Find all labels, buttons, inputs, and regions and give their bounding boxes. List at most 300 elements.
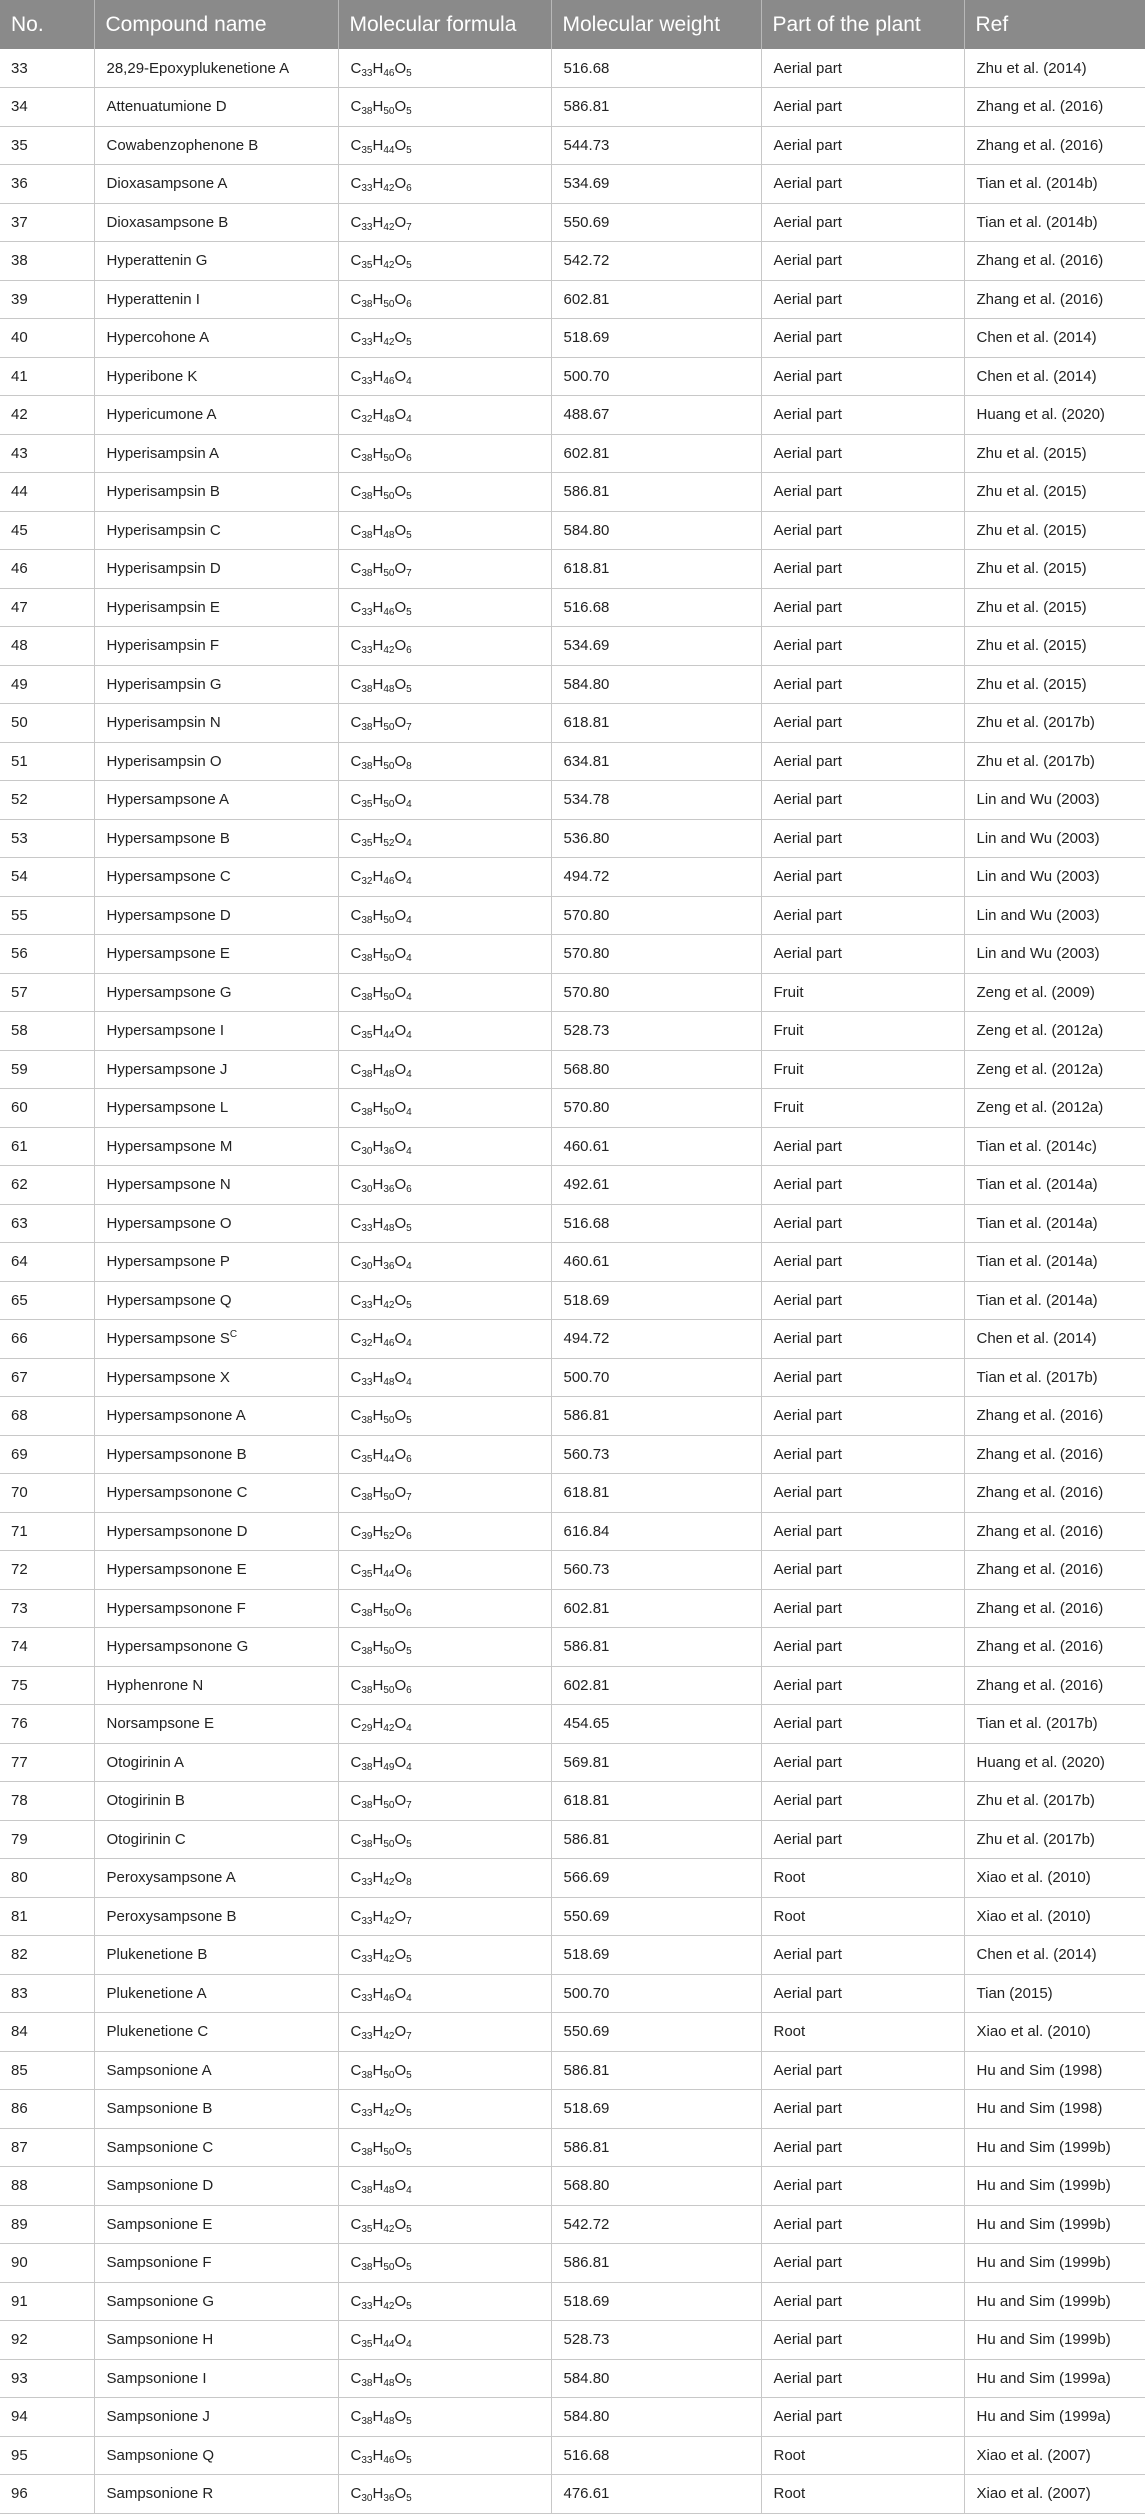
cell-compound-name — [94, 1012, 338, 1051]
formula-count: 42 — [383, 2031, 395, 2043]
formula-element: H — [372, 1176, 384, 1194]
cell-molecular-formula — [338, 280, 551, 319]
cell-plant-part: Aerial part — [761, 2244, 964, 2283]
formula-element: C — [350, 2100, 362, 2118]
cell-no: 62 — [0, 1166, 94, 1205]
formula-count: 50 — [383, 1838, 395, 1850]
formula-count: 4 — [406, 991, 412, 1003]
formula-element: O — [394, 367, 407, 385]
cell-compound-name — [94, 2244, 338, 2283]
cell-ref: Zhang et al. (2016) — [964, 88, 1145, 127]
cell-compound-name — [94, 704, 338, 743]
formula-count: 38 — [361, 1492, 373, 1504]
cell-plant-part: Aerial part — [761, 1628, 964, 1667]
formula-count: 38 — [361, 760, 373, 772]
formula-element: H — [372, 829, 384, 847]
table-row — [0, 2475, 1145, 2514]
formula-element: H — [372, 1253, 384, 1271]
formula-count: 38 — [361, 298, 373, 310]
cell-no: 45 — [0, 511, 94, 550]
cell-molecular-formula — [338, 49, 551, 88]
table-row — [0, 2167, 1145, 2206]
cell-plant-part: Aerial part — [761, 588, 964, 627]
cell-molecular-formula — [338, 704, 551, 743]
compound-name-text: Sampsonione R — [106, 2485, 214, 2503]
table-row — [0, 2321, 1145, 2360]
formula-count: 50 — [383, 106, 395, 118]
compound-name-text: Hyperisampsin O — [106, 752, 222, 770]
formula-count: 30 — [361, 1184, 373, 1196]
compound-name-text: Hypersampsone S — [106, 1330, 230, 1348]
cell-molecular-formula — [338, 1974, 551, 2013]
formula-count: 5 — [406, 1954, 412, 1966]
cell-no: 36 — [0, 165, 94, 204]
formula-element: H — [372, 406, 384, 424]
formula-count: 44 — [383, 2339, 395, 2351]
formula-count: 33 — [361, 1877, 373, 1889]
formula-count: 4 — [406, 1376, 412, 1388]
formula-count: 46 — [383, 1338, 395, 1350]
formula-count: 5 — [406, 1646, 412, 1658]
formula-element: O — [394, 1599, 407, 1617]
cell-molecular-weight: 584.80 — [551, 2359, 761, 2398]
formula-count: 6 — [406, 298, 412, 310]
formula-count: 33 — [361, 2300, 373, 2312]
compound-name-text: Hypersampsone C — [106, 868, 231, 886]
cell-no: 53 — [0, 819, 94, 858]
formula-count: 50 — [383, 1800, 395, 1812]
cell-ref: Zhu et al. (2015) — [964, 665, 1145, 704]
cell-no: 49 — [0, 665, 94, 704]
table-row — [0, 2282, 1145, 2321]
formula-count: 6 — [406, 645, 412, 657]
formula-element: C — [350, 2408, 362, 2426]
cell-no: 59 — [0, 1050, 94, 1089]
cell-compound-name — [94, 1936, 338, 1975]
formula-count: 48 — [383, 529, 395, 541]
formula-element: C — [350, 175, 362, 193]
formula-element: C — [350, 1715, 362, 1733]
cell-plant-part: Aerial part — [761, 1705, 964, 1744]
cell-ref: Hu and Sim (1999b) — [964, 2244, 1145, 2283]
formula-count: 33 — [361, 1376, 373, 1388]
cell-plant-part: Aerial part — [761, 1974, 964, 2013]
formula-element: C — [350, 868, 362, 886]
cell-molecular-formula — [338, 1397, 551, 1436]
cell-molecular-formula — [338, 434, 551, 473]
cell-ref: Zhu et al. (2017b) — [964, 1820, 1145, 1859]
formula-count: 38 — [361, 1107, 373, 1119]
formula-element: O — [394, 1099, 407, 1117]
cell-compound-name — [94, 1050, 338, 1089]
formula-element: O — [394, 483, 407, 501]
cell-compound-name — [94, 1281, 338, 1320]
cell-molecular-formula — [338, 588, 551, 627]
formula-element: C — [350, 983, 362, 1001]
cell-no: 88 — [0, 2167, 94, 2206]
table-row — [0, 896, 1145, 935]
cell-molecular-formula — [338, 2282, 551, 2321]
cell-no: 77 — [0, 1743, 94, 1782]
formula-count: 48 — [383, 683, 395, 695]
cell-ref: Zhang et al. (2016) — [964, 1628, 1145, 1667]
table-row — [0, 2013, 1145, 2052]
cell-no: 54 — [0, 858, 94, 897]
cell-ref: Xiao et al. (2010) — [964, 2013, 1145, 2052]
table-row — [0, 1974, 1145, 2013]
cell-plant-part: Aerial part — [761, 511, 964, 550]
cell-molecular-formula — [338, 627, 551, 666]
cell-plant-part: Aerial part — [761, 1551, 964, 1590]
cell-no: 71 — [0, 1512, 94, 1551]
formula-element: O — [394, 2023, 407, 2041]
formula-element: C — [350, 2446, 362, 2464]
formula-element: H — [372, 1715, 384, 1733]
compound-name-text: Hypersampsone X — [106, 1368, 230, 1386]
compound-name-text: Hypersampsone G — [106, 983, 232, 1001]
cell-no: 84 — [0, 2013, 94, 2052]
cell-plant-part: Aerial part — [761, 203, 964, 242]
cell-no: 92 — [0, 2321, 94, 2360]
cell-plant-part: Aerial part — [761, 1127, 964, 1166]
cell-compound-name — [94, 627, 338, 666]
cell-molecular-weight: 618.81 — [551, 704, 761, 743]
compound-name-text: Hypersampsonone F — [106, 1599, 246, 1617]
formula-count: 33 — [361, 183, 373, 195]
cell-molecular-formula — [338, 2051, 551, 2090]
formula-element: O — [394, 329, 407, 347]
formula-count: 8 — [406, 760, 412, 772]
formula-element: H — [372, 329, 384, 347]
cell-ref: Zhu et al. (2015) — [964, 550, 1145, 589]
formula-element: O — [394, 2292, 407, 2310]
formula-element: C — [350, 1330, 362, 1348]
formula-element: H — [372, 1368, 384, 1386]
formula-count: 4 — [406, 414, 412, 426]
cell-ref: Zhu et al. (2015) — [964, 627, 1145, 666]
table-row — [0, 1936, 1145, 1975]
cell-molecular-formula — [338, 1512, 551, 1551]
table-row — [0, 319, 1145, 358]
formula-element: H — [372, 598, 384, 616]
formula-count: 38 — [361, 2377, 373, 2389]
formula-element: O — [394, 290, 407, 308]
cell-ref: Tian et al. (2014a) — [964, 1166, 1145, 1205]
table-row — [0, 2205, 1145, 2244]
formula-count: 5 — [406, 683, 412, 695]
cell-plant-part: Aerial part — [761, 2359, 964, 2398]
compound-name-text: Dioxasampsone A — [106, 175, 228, 193]
formula-count: 32 — [361, 414, 373, 426]
compound-name-text: Hyperisampsin C — [106, 521, 221, 539]
cell-ref: Hu and Sim (1999a) — [964, 2359, 1145, 2398]
formula-element: O — [394, 1176, 407, 1194]
cell-ref: Zhu et al. (2015) — [964, 473, 1145, 512]
formula-element: C — [350, 1830, 362, 1848]
cell-compound-name — [94, 1666, 338, 1705]
formula-count: 5 — [406, 2223, 412, 2235]
formula-element: C — [350, 2331, 362, 2349]
formula-count: 5 — [406, 106, 412, 118]
compound-name-text: Otogirinin C — [106, 1830, 186, 1848]
cell-molecular-weight: 534.69 — [551, 627, 761, 666]
formula-element: C — [350, 1407, 362, 1425]
compound-name-text: Hyperattenin G — [106, 252, 208, 270]
formula-count: 33 — [361, 645, 373, 657]
cell-plant-part: Aerial part — [761, 1281, 964, 1320]
cell-molecular-weight: 566.69 — [551, 1859, 761, 1898]
cell-compound-name — [94, 1320, 338, 1359]
formula-count: 52 — [383, 1530, 395, 1542]
cell-compound-name — [94, 2013, 338, 2052]
cell-molecular-formula — [338, 1127, 551, 1166]
cell-ref: Zhu et al. (2017b) — [964, 1782, 1145, 1821]
cell-ref: Chen et al. (2014) — [964, 357, 1145, 396]
formula-element: H — [372, 1022, 384, 1040]
formula-count: 50 — [383, 491, 395, 503]
cell-ref: Zhang et al. (2016) — [964, 280, 1145, 319]
formula-element: O — [394, 906, 407, 924]
cell-ref: Hu and Sim (1998) — [964, 2051, 1145, 2090]
table-row — [0, 2398, 1145, 2437]
formula-count: 4 — [406, 1030, 412, 1042]
compound-name-text: Hypersampsonone A — [106, 1407, 246, 1425]
compound-name-text: Norsampsone E — [106, 1715, 215, 1733]
formula-element: O — [394, 791, 407, 809]
header-ref: Ref — [975, 12, 1009, 36]
formula-element: H — [372, 2061, 384, 2079]
compound-name-text: Sampsonione I — [106, 2369, 207, 2387]
formula-element: H — [372, 213, 384, 231]
compound-name-superscript: C — [229, 1329, 238, 1341]
formula-count: 50 — [383, 1415, 395, 1427]
cell-molecular-formula — [338, 550, 551, 589]
cell-molecular-weight: 518.69 — [551, 1281, 761, 1320]
cell-molecular-weight: 544.73 — [551, 126, 761, 165]
formula-element: H — [372, 1599, 384, 1617]
formula-count: 50 — [383, 799, 395, 811]
formula-count: 7 — [406, 568, 412, 580]
cell-compound-name — [94, 49, 338, 88]
cell-plant-part: Fruit — [761, 1089, 964, 1128]
formula-count: 33 — [361, 2454, 373, 2466]
formula-count: 38 — [361, 1068, 373, 1080]
formula-element: C — [350, 1214, 362, 1232]
cell-plant-part: Aerial part — [761, 896, 964, 935]
formula-count: 7 — [406, 1915, 412, 1927]
cell-molecular-weight: 492.61 — [551, 1166, 761, 1205]
cell-molecular-formula — [338, 165, 551, 204]
cell-compound-name — [94, 1897, 338, 1936]
formula-count: 46 — [383, 2454, 395, 2466]
formula-element: H — [372, 1330, 384, 1348]
cell-molecular-weight: 542.72 — [551, 2205, 761, 2244]
formula-element: O — [394, 1792, 407, 1810]
formula-element: H — [372, 1907, 384, 1925]
cell-compound-name — [94, 126, 338, 165]
formula-element: O — [394, 1753, 407, 1771]
formula-count: 30 — [361, 1261, 373, 1273]
cell-no: 79 — [0, 1820, 94, 1859]
formula-element: C — [350, 637, 362, 655]
cell-compound-name — [94, 665, 338, 704]
formula-count: 4 — [406, 2339, 412, 2351]
cell-molecular-formula — [338, 2205, 551, 2244]
formula-count: 50 — [383, 298, 395, 310]
cell-molecular-weight: 602.81 — [551, 280, 761, 319]
cell-molecular-weight: 534.78 — [551, 781, 761, 820]
formula-count: 4 — [406, 1145, 412, 1157]
formula-count: 42 — [383, 2223, 395, 2235]
formula-element: O — [394, 598, 407, 616]
cell-ref: Xiao et al. (2010) — [964, 1859, 1145, 1898]
cell-no: 91 — [0, 2282, 94, 2321]
cell-molecular-formula — [338, 357, 551, 396]
cell-plant-part: Root — [761, 1897, 964, 1936]
cell-molecular-weight: 516.68 — [551, 2436, 761, 2475]
cell-ref: Tian et al. (2014a) — [964, 1243, 1145, 1282]
formula-count: 29 — [361, 1723, 373, 1735]
formula-count: 42 — [383, 2300, 395, 2312]
cell-molecular-weight: 516.68 — [551, 1204, 761, 1243]
cell-no: 46 — [0, 550, 94, 589]
formula-element: C — [350, 1907, 362, 1925]
compound-name-text: Hypersampsonone E — [106, 1561, 247, 1579]
formula-count: 38 — [361, 1415, 373, 1427]
formula-count: 5 — [406, 2262, 412, 2274]
cell-molecular-weight: 586.81 — [551, 2051, 761, 2090]
formula-element: H — [372, 1060, 384, 1078]
compound-name-text: Hypericumone A — [106, 406, 217, 424]
cell-plant-part: Aerial part — [761, 1166, 964, 1205]
cell-molecular-weight: 550.69 — [551, 1897, 761, 1936]
table-row — [0, 1012, 1145, 1051]
formula-count: 38 — [361, 529, 373, 541]
cell-molecular-weight: 568.80 — [551, 1050, 761, 1089]
cell-molecular-formula — [338, 2090, 551, 2129]
cell-ref: Zhang et al. (2016) — [964, 242, 1145, 281]
cell-molecular-formula — [338, 1820, 551, 1859]
formula-count: 6 — [406, 1569, 412, 1581]
formula-count: 35 — [361, 837, 373, 849]
formula-element: O — [394, 406, 407, 424]
compound-name-text: Hypersampsonone G — [106, 1638, 249, 1656]
formula-element: H — [372, 2254, 384, 2272]
cell-no: 75 — [0, 1666, 94, 1705]
cell-no: 74 — [0, 1628, 94, 1667]
cell-compound-name — [94, 1397, 338, 1436]
table-row — [0, 1204, 1145, 1243]
cell-ref: Lin and Wu (2003) — [964, 781, 1145, 820]
cell-ref: Huang et al. (2020) — [964, 396, 1145, 435]
compound-name-text: Otogirinin B — [106, 1792, 185, 1810]
cell-compound-name — [94, 1628, 338, 1667]
cell-molecular-formula — [338, 2013, 551, 2052]
formula-count: 30 — [361, 1145, 373, 1157]
formula-element: O — [394, 2446, 407, 2464]
formula-element: O — [394, 1946, 407, 1964]
cell-compound-name — [94, 2090, 338, 2129]
formula-count: 6 — [406, 1453, 412, 1465]
cell-molecular-formula — [338, 935, 551, 974]
formula-count: 4 — [406, 1992, 412, 2004]
table-row — [0, 280, 1145, 319]
cell-no: 78 — [0, 1782, 94, 1821]
cell-compound-name — [94, 2051, 338, 2090]
formula-element: O — [394, 136, 407, 154]
cell-no: 94 — [0, 2398, 94, 2437]
cell-ref: Chen et al. (2014) — [964, 1936, 1145, 1975]
compound-name-text: Hypersampsone M — [106, 1137, 233, 1155]
table-row — [0, 203, 1145, 242]
cell-compound-name — [94, 742, 338, 781]
formula-count: 50 — [383, 1646, 395, 1658]
cell-ref: Zhu et al. (2015) — [964, 588, 1145, 627]
formula-count: 38 — [361, 2146, 373, 2158]
formula-element: O — [394, 2100, 407, 2118]
cell-molecular-weight: 518.69 — [551, 2090, 761, 2129]
cell-no: 38 — [0, 242, 94, 281]
formula-element: C — [350, 2485, 362, 2503]
cell-molecular-formula — [338, 2321, 551, 2360]
table-row — [0, 935, 1145, 974]
cell-compound-name — [94, 1782, 338, 1821]
cell-molecular-weight: 602.81 — [551, 1589, 761, 1628]
formula-count: 42 — [383, 221, 395, 233]
cell-plant-part: Aerial part — [761, 2398, 964, 2437]
formula-count: 6 — [406, 1607, 412, 1619]
cell-compound-name — [94, 550, 338, 589]
compound-name-text: Hypersampsone A — [106, 791, 230, 809]
cell-molecular-formula — [338, 2128, 551, 2167]
cell-no: 82 — [0, 1936, 94, 1975]
formula-element: C — [350, 1137, 362, 1155]
formula-count: 50 — [383, 1492, 395, 1504]
formula-count: 38 — [361, 568, 373, 580]
table-row — [0, 550, 1145, 589]
table-row — [0, 473, 1145, 512]
table-row — [0, 88, 1145, 127]
cell-molecular-weight: 536.80 — [551, 819, 761, 858]
formula-count: 42 — [383, 260, 395, 272]
formula-count: 7 — [406, 221, 412, 233]
formula-count: 5 — [406, 606, 412, 618]
cell-molecular-weight: 460.61 — [551, 1127, 761, 1166]
cell-no: 81 — [0, 1897, 94, 1936]
formula-count: 46 — [383, 876, 395, 888]
cell-no: 39 — [0, 280, 94, 319]
cell-plant-part: Aerial part — [761, 1320, 964, 1359]
cell-plant-part: Aerial part — [761, 2205, 964, 2244]
formula-element: C — [350, 1022, 362, 1040]
formula-count: 36 — [383, 1261, 395, 1273]
formula-count: 5 — [406, 2493, 412, 2505]
formula-count: 50 — [383, 914, 395, 926]
formula-element: O — [394, 1522, 407, 1540]
formula-count: 42 — [383, 337, 395, 349]
formula-element: O — [394, 1715, 407, 1733]
formula-count: 38 — [361, 1800, 373, 1812]
cell-compound-name — [94, 473, 338, 512]
formula-count: 48 — [383, 414, 395, 426]
table-row — [0, 2359, 1145, 2398]
formula-element: C — [350, 406, 362, 424]
formula-count: 4 — [406, 799, 412, 811]
cell-molecular-weight: 518.69 — [551, 1936, 761, 1975]
formula-element: O — [394, 252, 407, 270]
formula-count: 44 — [383, 1453, 395, 1465]
formula-element: O — [394, 175, 407, 193]
